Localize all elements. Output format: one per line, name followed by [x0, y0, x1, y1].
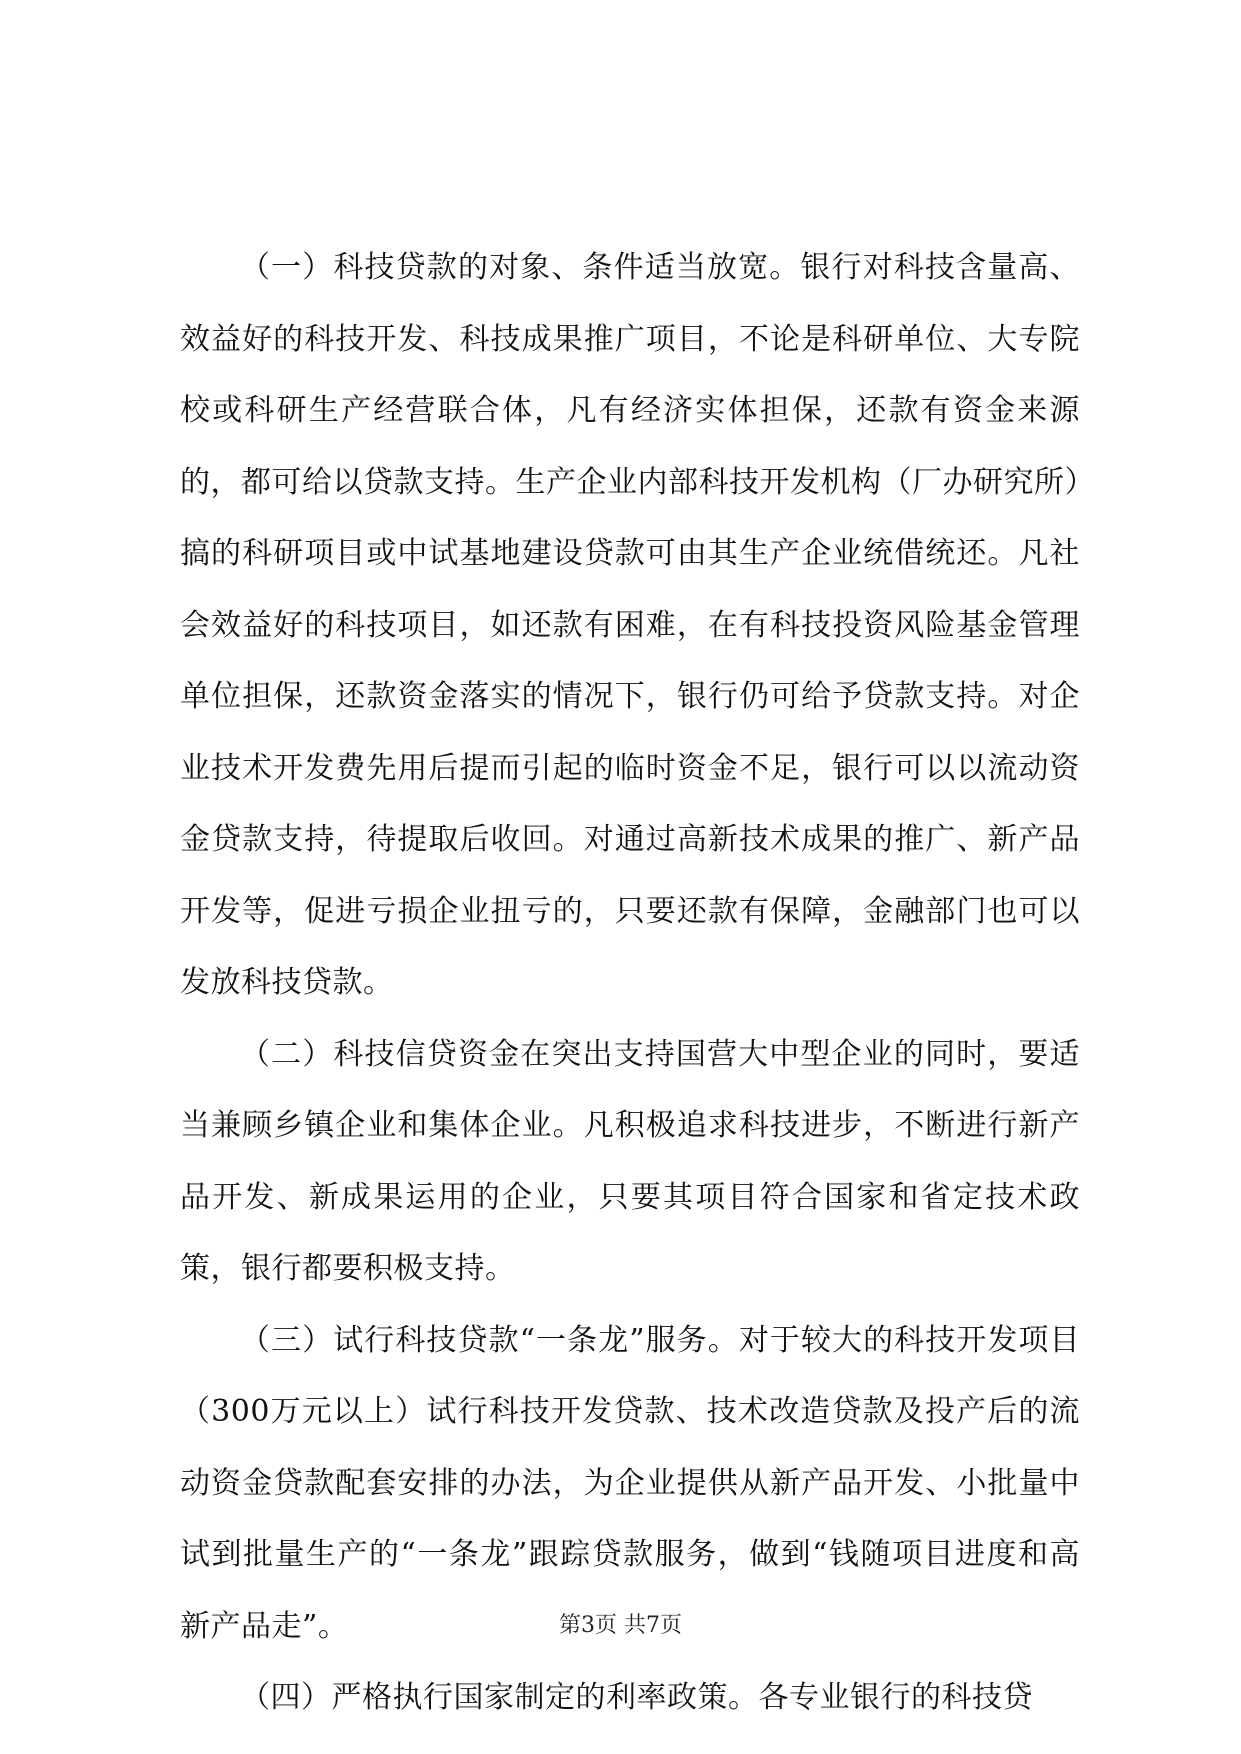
page-number-footer: 第3页 共7页	[559, 1613, 682, 1638]
document-body	[180, 232, 1080, 1734]
paragraph-3: （三）试行科技贷款“一条龙”服务。对于较大的科技开发项目（300万元以上）试行科技开发贷款、技术改造贷款及投产后的流动资金贷款配套安排的办法，为企业提供从新产品开发、小批量中试到批量生产的“一条龙”跟踪贷款服务，做到“钱随项目进度和高新产品走”。	[180, 1322, 1080, 1644]
paragraph-1: （一）科技贷款的对象、条件适当放宽。银行对科技含量高、效益好的科技开发、科技成果推广项目，不论是科研单位、大专院校或科研生产经营联合体，凡有经济实体担保，还款有资金来源的，都可给以贷款支持。生产企业内部科技开发机构（厂办研究所）搞的科研项目或中试基地建设贷款可由其生产企业统借统还。凡社会效益好的科技项目，如还款有困难，在有科技投资风险基金管理单位担保，还款资金落实的情况下，银行仍可给予贷款支持。对企业技术开发费先用后提而引起的临时资金不足，银行可以以流动资金贷款支持，待提取后收回。对通过高新技术成果的推广、新产品开发等，促进亏损企业扭亏的，只要还款有保障，金融部门也可以发放科技贷款。	[180, 250, 1080, 1000]
paragraph-4: （四）严格执行国家制定的利率政策。各专业银行的科技贷	[240, 1680, 1033, 1715]
paragraph-2: （二）科技信贷资金在突出支持国营大中型企业的同时，要适当兼顾乡镇企业和集体企业。凡积极追求科技进步，不断进行新产品开发、新成果运用的企业，只要其项目符合国家和省定技术政策，银行都要积极支持。	[180, 1036, 1080, 1286]
